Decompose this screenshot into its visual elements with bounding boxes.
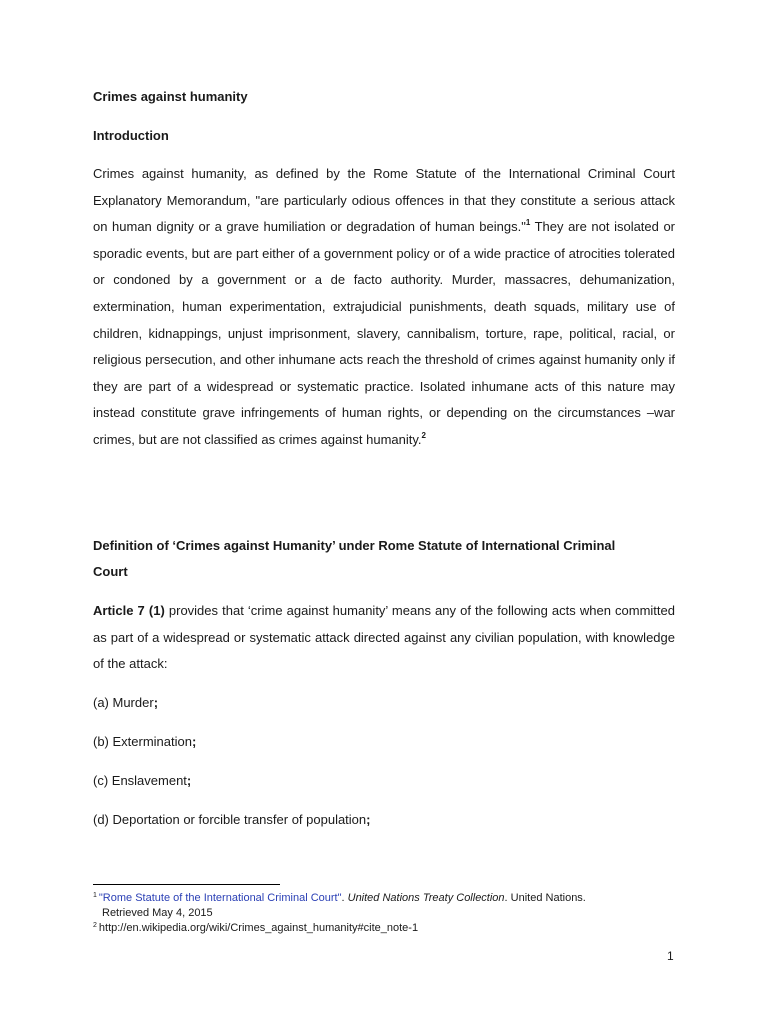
list-item-terminator: ; xyxy=(186,773,192,788)
list-item-terminator: ; xyxy=(366,812,371,827)
footnote-1 xyxy=(93,891,586,905)
list-item-label: (b) Extermination xyxy=(93,734,192,749)
footnote-link[interactable]: "Rome Statute of the International Criminal Court" xyxy=(98,892,342,904)
list-item-terminator: ; xyxy=(153,695,159,710)
list-item-terminator: ; xyxy=(191,734,197,749)
page-number: 1 xyxy=(667,949,674,963)
footnote-ref-2[interactable]: 2 xyxy=(421,430,426,440)
list-item-label: (c) Enslavement xyxy=(93,773,187,788)
article-reference: Article 7 (1) xyxy=(93,603,165,618)
footnote-url[interactable]: http://en.wikipedia.org/wiki/Crimes_against_humanity#cite_note-1 xyxy=(98,922,419,934)
footnote-number: 2 xyxy=(93,922,97,929)
footnote-number: 1 xyxy=(93,892,97,899)
definition-heading-line-1: Definition of ‘Crimes against Humanity’ under Rome Statute of International Criminal xyxy=(93,538,616,553)
article-paragraph xyxy=(93,598,675,678)
footnote-1-retrieved: Retrieved May 4, 2015 xyxy=(102,907,213,919)
list-item xyxy=(93,771,191,791)
introduction-paragraph xyxy=(93,161,675,454)
footnote-separator xyxy=(93,884,280,885)
list-item-label: (a) Murder xyxy=(93,695,154,710)
article-text: provides that ‘crime against humanity’ means any of the following acts when committed as part of a widespread or systematic attack directed against any civilian population, with knowledge of the attack: xyxy=(93,603,675,672)
footnote-source: United Nations Treaty Collection xyxy=(347,892,505,904)
list-item-label: (d) Deportation or forcible transfer of population xyxy=(93,812,367,827)
introduction-heading: Introduction xyxy=(93,128,169,143)
footnote-separator-text: . xyxy=(341,892,348,904)
footnote-2 xyxy=(93,921,418,935)
list-item xyxy=(93,732,196,752)
intro-text-part-1: Crimes against humanity, as defined by the Rome Statute of the International Criminal Court Explanatory Memorandum, "are particularly odious offences in that they constitute a serious attack on human dignity or a grave humiliation or degradation of human beings." xyxy=(93,166,675,235)
list-item xyxy=(93,693,158,713)
footnote-ref-1[interactable]: 1 xyxy=(525,218,531,228)
footnote-publisher: . United Nations. xyxy=(504,892,586,904)
list-item xyxy=(93,810,371,830)
definition-heading-line-2: Court xyxy=(93,564,128,579)
intro-text-part-2: They are not isolated or sporadic events, but are part either of a government policy or of a wide practice of atrocities tolerated or condoned by a government or a de facto authority. Murder, massacres, dehumanization, extermination, human experimentation, extrajudicial punishments, death squads, military use of children, kidnappings, unjust imprisonment, slavery, cannibalism, torture, rape, political, racial, or religious persecution, and other inhumane acts reach the threshold of crimes against humanity only if they are part of a widespread or systematic practice. Isolated inhumane acts of this nature may instead constitute grave infringements of human rights, or depending on the circumstances –war crimes, but are not classified as crimes against humanity. xyxy=(93,219,676,447)
document-title: Crimes against humanity xyxy=(93,89,248,104)
